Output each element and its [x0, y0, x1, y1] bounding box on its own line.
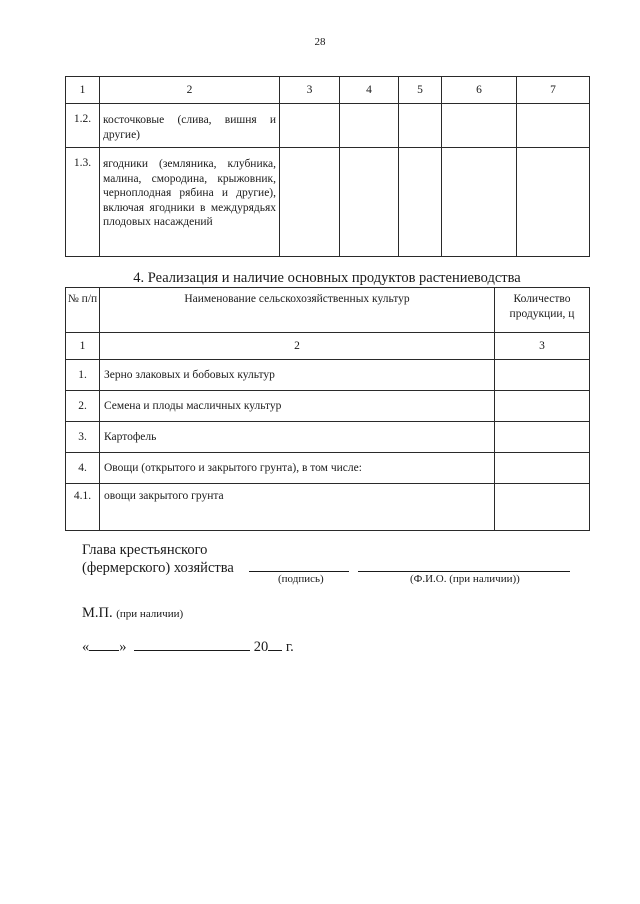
empty-cell	[340, 148, 399, 257]
row-number: 1.2.	[66, 104, 100, 148]
stamp-label: М.П.	[82, 605, 113, 621]
empty-cell	[280, 104, 340, 148]
name-line	[358, 556, 570, 572]
page-number: 28	[314, 36, 326, 48]
row-qty	[495, 453, 590, 484]
row-name: Картофель	[100, 422, 495, 453]
header-name: Наименование сельскохозяйственных культур	[100, 288, 495, 333]
row-number: 1.3.	[66, 148, 100, 257]
table-row	[66, 453, 590, 484]
table-row	[66, 422, 590, 453]
column-number: 1	[66, 77, 100, 104]
column-number: 6	[442, 77, 517, 104]
stamp-note: (при наличии)	[116, 608, 184, 620]
column-number: 2	[100, 77, 280, 104]
crops-table-continuation	[65, 76, 590, 257]
signature-title-line1: Глава крестьянского	[82, 542, 208, 558]
header-qty: Количество продукции, ц	[495, 288, 590, 333]
column-number: 7	[517, 77, 590, 104]
date-open-quote: «	[82, 639, 90, 655]
signature-title-line2: (фермерского) хозяйства	[82, 560, 234, 576]
day-blank	[89, 638, 119, 651]
row-qty	[495, 484, 590, 531]
empty-cell	[280, 148, 340, 257]
row-name: Овощи (открытого и закрытого грунта), в том числе:	[100, 453, 495, 484]
header-num: № п/п	[66, 288, 100, 333]
table-row	[66, 484, 590, 531]
date-close-quote: »	[119, 639, 127, 655]
row-name: ягодники (земляника, клубника, малина, смородина, крыжовник, черноплодная рябина и другие), включая ягодники в междурядьях плодовых насаждений	[100, 148, 280, 257]
row-qty	[495, 422, 590, 453]
table-header-row	[66, 288, 590, 333]
empty-cell	[517, 148, 590, 257]
row-number: 2.	[66, 391, 100, 422]
empty-cell	[399, 148, 442, 257]
column-number: 4	[340, 77, 399, 104]
row-name: Семена и плоды масличных культур	[100, 391, 495, 422]
column-number: 3	[495, 333, 590, 360]
empty-cell	[517, 104, 590, 148]
signature-caption: (подпись)	[278, 573, 324, 585]
table-row	[66, 391, 590, 422]
column-number: 1	[66, 333, 100, 360]
empty-cell	[399, 104, 442, 148]
row-qty	[495, 391, 590, 422]
row-number: 4.1.	[66, 484, 100, 531]
table-row	[66, 104, 590, 148]
year-suffix: г.	[285, 639, 294, 655]
empty-cell	[340, 104, 399, 148]
row-name: овощи закрытого грунта	[100, 484, 495, 531]
section-title: 4. Реализация и наличие основных продуктов растениеводства	[133, 270, 521, 286]
year-prefix: 20	[253, 639, 269, 655]
row-number: 4.	[66, 453, 100, 484]
row-name: косточковые (слива, вишня и другие)	[100, 104, 280, 148]
row-number: 3.	[66, 422, 100, 453]
year-blank	[268, 638, 282, 651]
column-number: 3	[280, 77, 340, 104]
empty-cell	[442, 104, 517, 148]
month-blank	[134, 638, 250, 651]
row-qty	[495, 360, 590, 391]
row-name: Зерно злаковых и бобовых культур	[100, 360, 495, 391]
signature-title	[82, 541, 234, 577]
crop-sales-table	[65, 287, 590, 531]
column-numbers-row	[66, 333, 590, 360]
signature-line	[249, 556, 349, 572]
name-caption: (Ф.И.О. (при наличии))	[410, 573, 520, 585]
empty-cell	[442, 148, 517, 257]
date-line	[82, 638, 294, 656]
table-row	[66, 148, 590, 257]
column-number: 5	[399, 77, 442, 104]
row-number: 1.	[66, 360, 100, 391]
table-row	[66, 360, 590, 391]
stamp-place	[82, 605, 183, 622]
table-header-row	[66, 77, 590, 104]
column-number: 2	[100, 333, 495, 360]
